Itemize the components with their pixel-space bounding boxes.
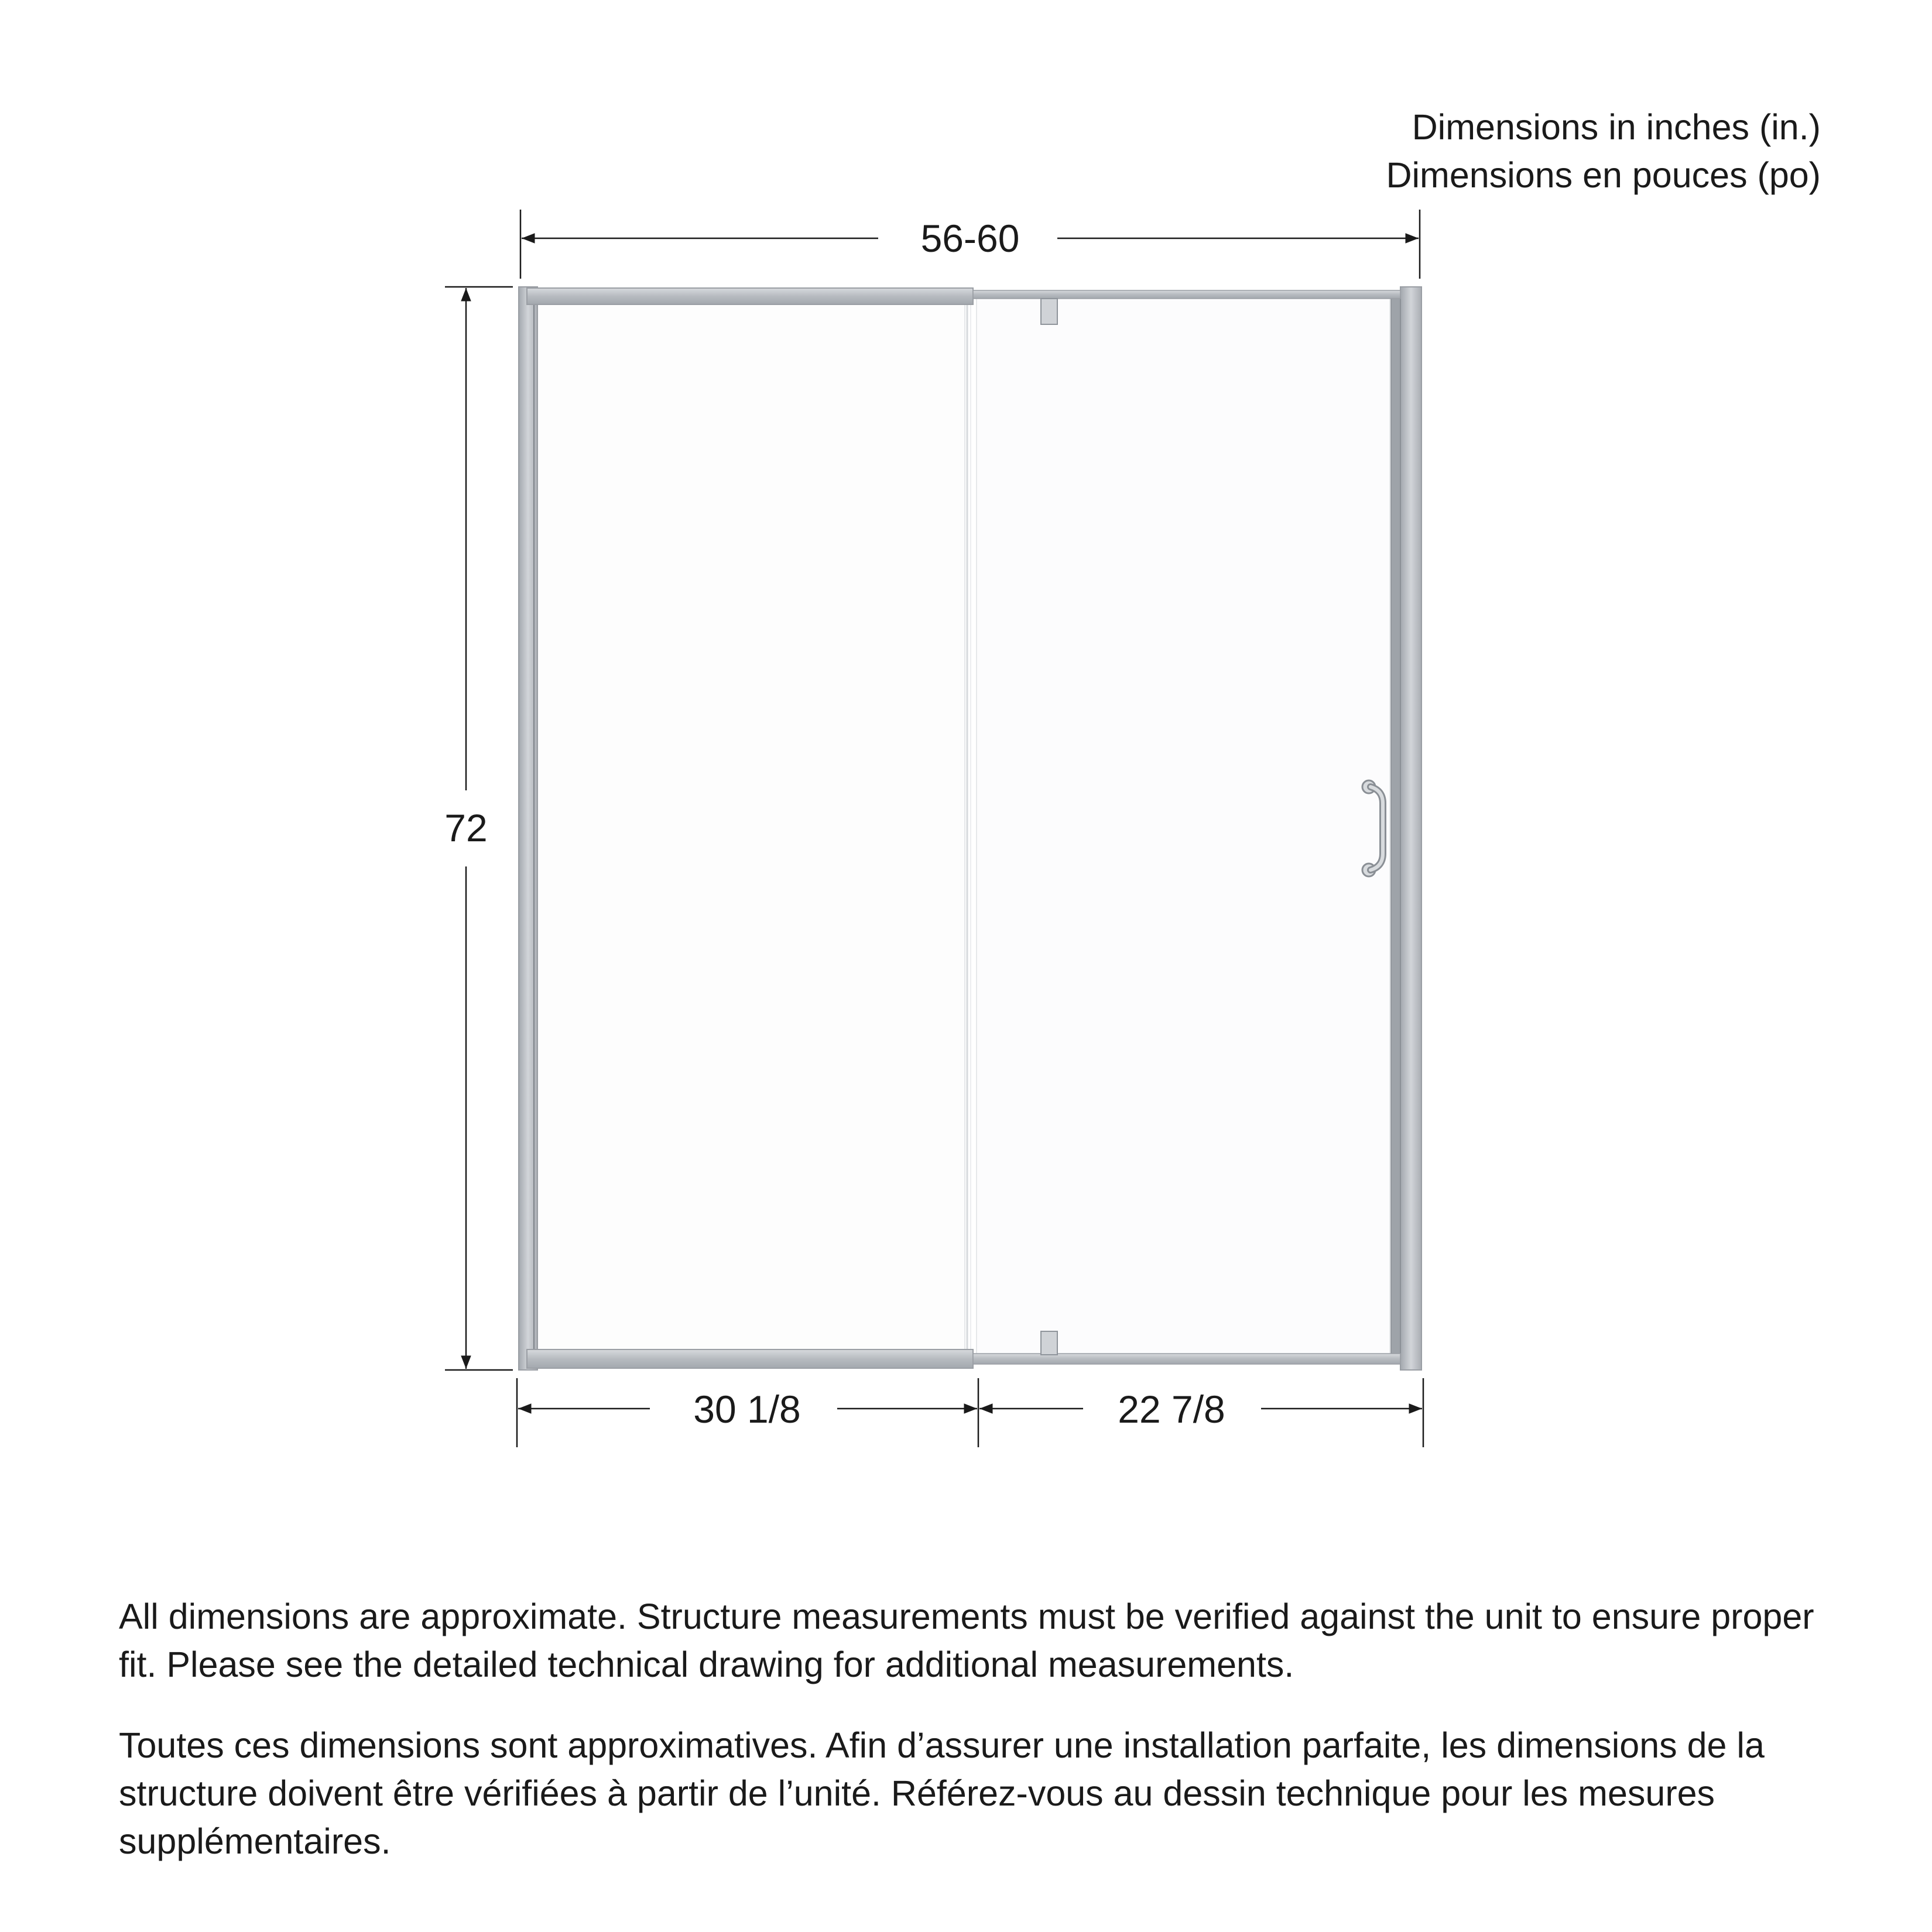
bottom-dimensions — [517, 1378, 1423, 1447]
door-bottom-rail — [973, 1354, 1400, 1364]
door-width-label: 22 7/8 — [1118, 1388, 1225, 1431]
fixed-panel-top-rail — [527, 288, 973, 304]
units-english: Dimensions in inches (in.) — [1412, 107, 1821, 147]
disclaimer-english: All dimensions are approximate. Structure measurements must be verified against the unit to ensure proper fit. Please see the detailed technical drawing for additional measurements. — [119, 1597, 1814, 1684]
fixed-panel-width-label: 30 1/8 — [693, 1388, 801, 1431]
left-wall-jamb — [519, 287, 537, 1370]
height-label: 72 — [444, 806, 488, 849]
top-pivot-hinge — [1041, 299, 1057, 324]
overall-width-dimension — [520, 210, 1420, 279]
right-wall-jamb — [1400, 287, 1421, 1370]
bottom-pivot-hinge — [1041, 1331, 1057, 1355]
shower-door-assembly — [519, 287, 1421, 1370]
right-strike-jamb — [1391, 297, 1400, 1359]
units-french: Dimensions en pouces (po) — [1386, 155, 1821, 195]
door-panel-glass — [977, 297, 1390, 1358]
disclaimer-french: Toutes ces dimensions sont approximatives. Afin d’assurer une installation parfaite, les dimensions de la structure doivent être vérifiées à partir de l’unité. Référez-vous au dessin technique pour les mesures supplémentaires. — [119, 1725, 1765, 1861]
height-dimension — [444, 287, 513, 1370]
units-caption — [1386, 103, 1821, 199]
fixed-panel-glass — [537, 303, 965, 1351]
overall-width-label: 56-60 — [920, 217, 1020, 260]
door-top-rail — [973, 290, 1400, 299]
fixed-panel-bottom-rail — [527, 1349, 973, 1368]
